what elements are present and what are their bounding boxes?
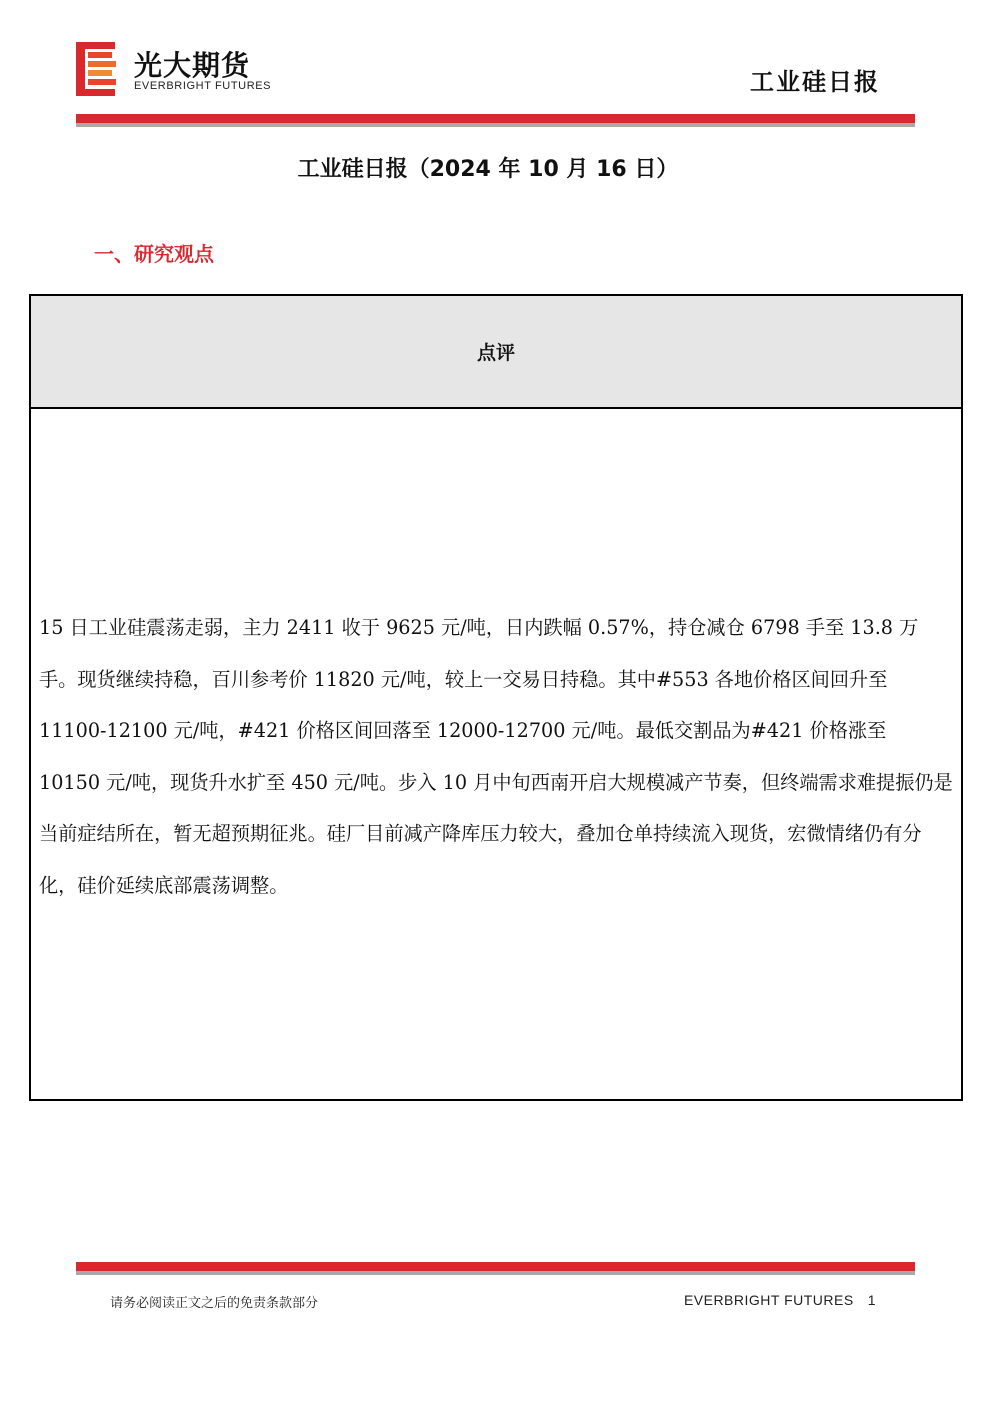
footer-disclaimer: 请务必阅读正文之后的免责条款部分 bbox=[110, 1296, 319, 1311]
footer-divider bbox=[76, 1262, 915, 1275]
document-title: 工业硅日报（2024 年 10 月 16 日） bbox=[297, 157, 679, 182]
section-heading: 一、研究观点 bbox=[94, 242, 214, 266]
header-divider bbox=[76, 114, 915, 127]
everbright-logo-icon bbox=[76, 42, 118, 96]
company-logo bbox=[76, 42, 286, 98]
logo-chinese-name: 光大期货 bbox=[134, 49, 251, 82]
footer-brand: EVERBRIGHT FUTURES bbox=[683, 1292, 854, 1308]
footer-brand-block bbox=[684, 1292, 876, 1308]
comment-body-text: 15 日工业硅震荡走弱，主力 2411 收于 9625 元/吨，日内跌幅 0.57%，持仓减仓 6798 手至 13.8 万手。现货继续持稳，百川参考价 11820 元/吨，较上一交易日持稳。其中#553 各地价格区间回升至 11100-12100 元/吨，#421 价格区间回落至 12000-12700 元/吨。最低交割品为#421 价格涨至 10150 元/吨，现货升水扩至 450 元/吨。步入 10 月中旬西南开启大规模减产节奏，但终端需求难提振仍是当前症结所在，暂无超预期征兆。硅厂目前减产降库压力较大，叠加仓单持续流入现货，宏微情绪仍有分化，硅价延续底部震荡调整。 bbox=[39, 616, 953, 897]
comment-table bbox=[29, 294, 963, 1101]
page-number: 1 bbox=[867, 1292, 876, 1308]
header-report-type: 工业硅日报 bbox=[750, 68, 880, 96]
comment-header-label: 点评 bbox=[476, 342, 515, 364]
comment-table-header bbox=[31, 296, 961, 409]
logo-english-name: EVERBRIGHT FUTURES bbox=[134, 80, 272, 92]
